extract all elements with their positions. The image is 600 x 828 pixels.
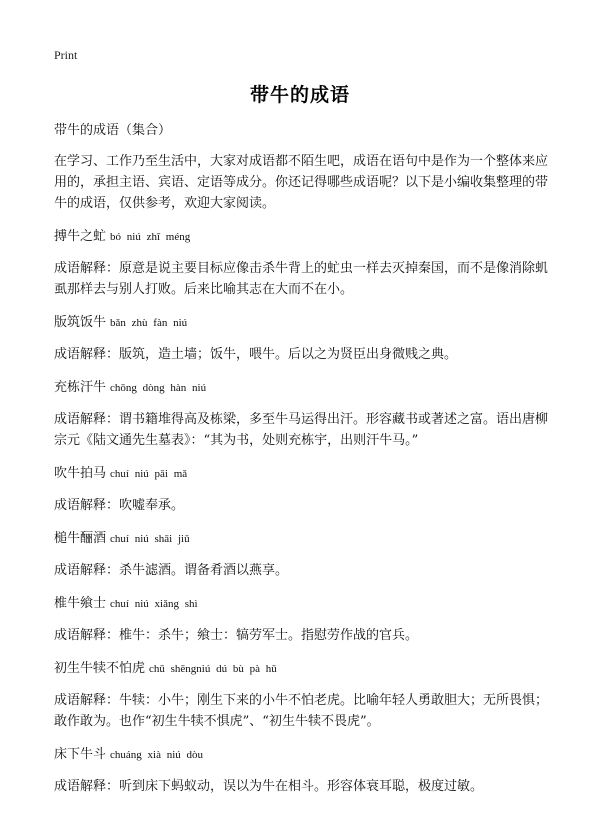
idiom-pinyin: chū shēngniú dú bù pà hǔ — [149, 663, 277, 675]
idiom-heading — [54, 528, 554, 550]
idiom-heading — [54, 377, 554, 399]
idiom-entry — [54, 377, 554, 451]
idiom-heading — [54, 658, 554, 680]
idiom-definition: 成语解释：听到床下蚂蚁动，误以为牛在相斗。形容体衰耳聪，极度过敏。 — [54, 779, 484, 794]
idiom-definition: 成语解释：原意是说主要目标应像击杀牛背上的虻虫一样去灭掉秦国，而不是像消除虮虱那样去与别人打败。后来比喻其志在大而不在小。 — [54, 261, 549, 297]
page-title: 带牛的成语 — [249, 84, 350, 106]
idiom-heading — [54, 226, 554, 248]
idiom-definition: 成语解释：杀牛滤酒。谓备肴酒以燕享。 — [54, 563, 289, 578]
idiom-entry — [54, 744, 554, 797]
idiom-entry — [54, 226, 554, 300]
idiom-entry — [54, 463, 554, 516]
idiom-entry — [54, 528, 554, 581]
idiom-entry — [54, 312, 554, 365]
idiom-entry — [54, 593, 554, 646]
article-subtitle: 带牛的成语（集合） — [54, 123, 172, 138]
idiom-definition: 成语解释：版筑，造土墙；饭牛，喂牛。后以之为贤臣出身微贱之典。 — [54, 347, 458, 362]
idiom-pinyin: bó niú zhī méng — [110, 231, 191, 243]
idiom-pinyin: chōng dòng hàn niú — [110, 382, 207, 394]
idiom-word: 版筑饭牛 — [54, 315, 107, 330]
idiom-entry — [54, 658, 554, 732]
article-body — [54, 120, 554, 809]
idiom-pinyin: bǎn zhù fàn niú — [110, 317, 188, 329]
idiom-word: 搏牛之虻 — [54, 229, 107, 244]
idiom-word: 吹牛拍马 — [54, 466, 107, 481]
idiom-heading — [54, 312, 554, 334]
idiom-heading — [54, 744, 554, 766]
idiom-definition: 成语解释：谓书籍堆得高及栋梁，多至牛马运得出汗。形容藏书或著述之富。语出唐柳宗元《陆文通先生墓表》：“其为书，处则充栋宇，出则汗牛马。” — [54, 412, 549, 448]
idiom-pinyin: chuí niú xiǎng shì — [110, 598, 198, 610]
idiom-definition: 成语解释：牛犊：小牛；刚生下来的小牛不怕老虎。比喻年轻人勇敢胆大；无所畏惧；敢作敢为。也作“初生牛犊不惧虎”、“初生牛犊不畏虎”。 — [54, 693, 549, 729]
print-link[interactable]: Print — [54, 48, 78, 62]
idiom-word: 椎牛飨士 — [54, 596, 107, 611]
idiom-pinyin: chuí niú shāi jiǔ — [110, 533, 190, 545]
idiom-pinyin: chuí niú pāi mǎ — [110, 468, 188, 480]
idiom-pinyin: chuáng xià niú dòu — [110, 749, 204, 761]
idiom-word: 床下牛斗 — [54, 747, 107, 762]
idiom-word: 槌牛酾酒 — [54, 531, 107, 546]
idiom-heading — [54, 593, 554, 615]
idiom-definition: 成语解释：吹嘘奉承。 — [54, 498, 185, 513]
intro-paragraph: 在学习、工作乃至生活中，大家对成语都不陌生吧，成语在语句中是作为一个整体来应用的，承担主语、宾语、定语等成分。你还记得哪些成语呢？以下是小编收集整理的带牛的成语，仅供参考，欢迎大家阅读。 — [54, 154, 549, 211]
idiom-word: 充栋汗牛 — [54, 380, 107, 395]
idiom-word: 初生牛犊不怕虎 — [54, 661, 146, 676]
idiom-heading — [54, 463, 554, 485]
idiom-definition: 成语解释：椎牛：杀牛；飨士：犒劳军士。指慰劳作战的官兵。 — [54, 628, 419, 643]
